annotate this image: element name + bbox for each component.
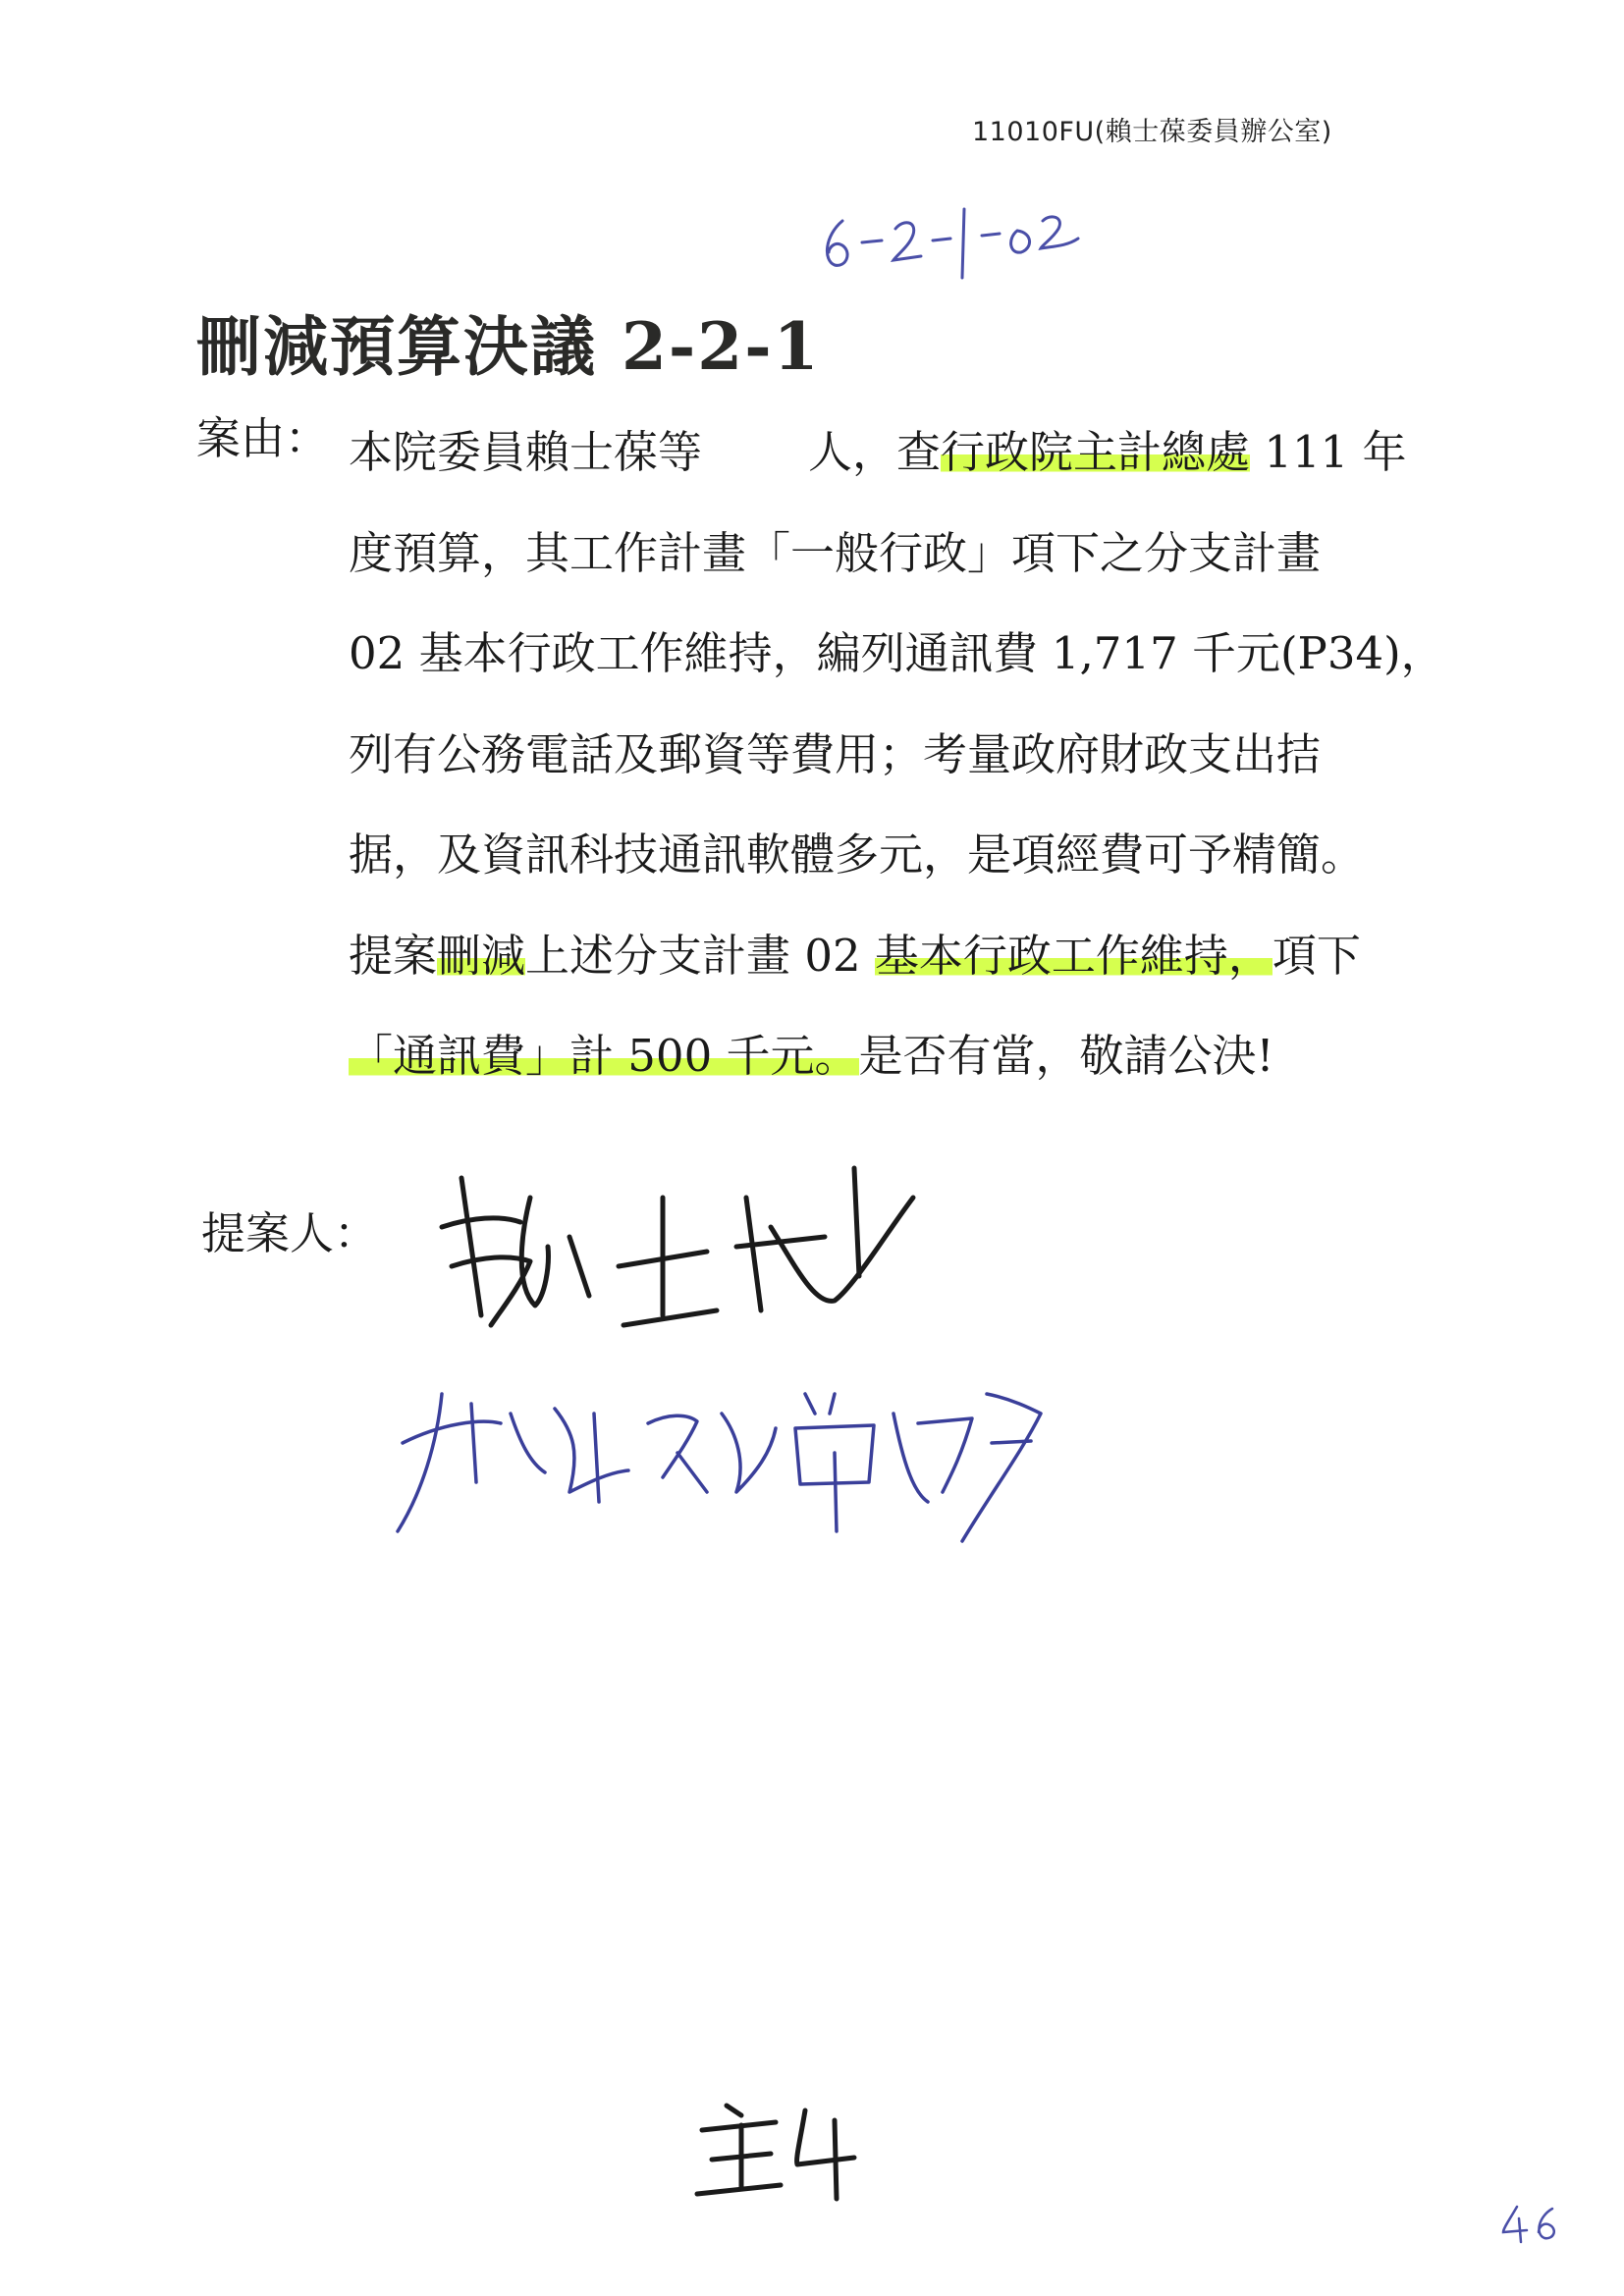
reason-line-2: 度預算，其工作計畫「一般行政」項下之分支計畫 (349, 526, 1322, 579)
signature-blue (383, 1355, 1070, 1551)
reason-line-7: 「通訊費」計 500 千元。是否有當，敬請公決! (349, 1030, 1274, 1082)
highlight-plan: 基本行政工作維持， (874, 929, 1272, 982)
proposer-label: 提案人： (201, 1207, 379, 1259)
signature-black (422, 1139, 933, 1355)
reason-line-6: 提案刪減上述分支計畫 02 基本行政工作維持，項下 (349, 929, 1361, 982)
highlight-agency: 行政院主計總處 (941, 426, 1251, 478)
highlight-amount: 「通訊費」計 500 千元。 (349, 1030, 859, 1082)
reason-line-4: 列有公務電話及郵資等費用；考量政府財政支出拮 (349, 727, 1322, 780)
office-code: 11010FU(賴士葆委員辦公室) (972, 117, 1332, 147)
reason-line-3: 02 基本行政工作維持，編列通訊費 1,717 千元(P34)， (349, 627, 1445, 679)
reason-body (349, 402, 1448, 1107)
page-number (1497, 2199, 1566, 2248)
reason-label: 案由： (196, 412, 330, 464)
highlight-cut: 刪減 (437, 929, 526, 982)
page-title: 刪減預算決議 2-2-1 (196, 308, 821, 385)
reason-line-5: 据，及資訊科技通訊軟體多元，是項經費可予精簡。 (349, 828, 1366, 881)
reason-line-1: 本院委員賴士葆等 人，查行政院主計總處 111 年 (349, 426, 1407, 478)
handwritten-number (815, 191, 1110, 290)
handwritten-mark (687, 2091, 864, 2209)
